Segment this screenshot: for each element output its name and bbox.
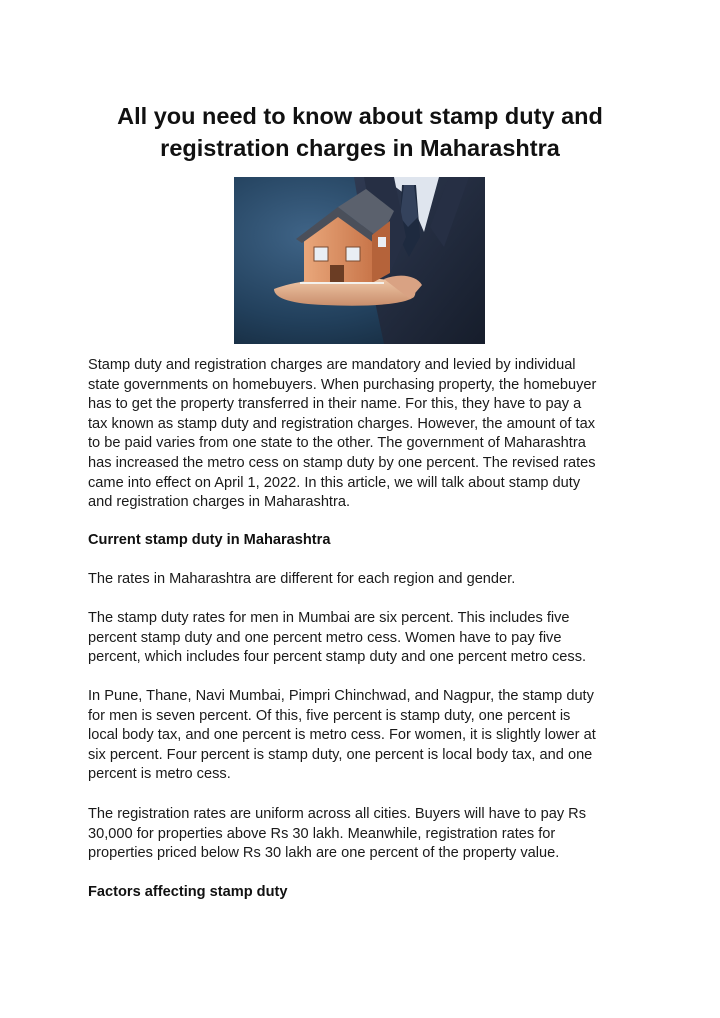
text-line: has to get the property transferred in their name. For this, they have to pay a bbox=[88, 396, 582, 413]
mumbai-paragraph bbox=[88, 609, 648, 668]
text-line: The stamp duty rates for men in Mumbai are six percent. This includes five bbox=[88, 610, 570, 626]
text-line: In Pune, Thane, Navi Mumbai, Pimpri Chinchwad, and Nagpur, the stamp duty bbox=[88, 688, 594, 704]
title-line: All you need to know about stamp duty and bbox=[117, 103, 603, 129]
text-line: local body tax, and one percent is metro cess. For women, it is slightly lower at bbox=[88, 727, 596, 744]
section-heading-factors: Factors affecting stamp duty bbox=[88, 884, 288, 900]
rates-intro-paragraph bbox=[88, 570, 648, 590]
text-line: came into effect on April 1, 2022. In this article, we will talk about stamp duty bbox=[88, 474, 581, 491]
text-line: percent is metro cess. bbox=[88, 766, 231, 783]
text-line: percent stamp duty and one percent metro cess. Women have to pay five bbox=[88, 629, 562, 646]
title-line: registration charges in Maharashtra bbox=[160, 135, 560, 161]
text-line: 30,000 for properties above Rs 30 lakh. Meanwhile, registration rates for bbox=[88, 825, 556, 842]
registration-paragraph bbox=[88, 805, 648, 864]
text-line: The rates in Maharashtra are different for each region and gender. bbox=[88, 571, 516, 587]
text-line: for men is seven percent. Of this, five percent is stamp duty, one percent is bbox=[88, 707, 571, 724]
text-line: percent, which includes four percent stamp duty and one percent metro cess. bbox=[88, 649, 587, 666]
text-line: six percent. Four percent is stamp duty, one percent is local body tax, and one bbox=[88, 746, 593, 763]
text-line: to be paid varies from one state to the other. The government of Maharashtra bbox=[88, 435, 586, 452]
intro-paragraph bbox=[88, 356, 648, 513]
page-title bbox=[60, 100, 660, 164]
hero-image bbox=[234, 177, 485, 344]
text-line: and registration charges in Maharashtra. bbox=[88, 494, 351, 511]
text-line: The registration rates are uniform across all cities. Buyers will have to pay Rs bbox=[88, 806, 587, 822]
text-line: state governments on homebuyers. When purchasing property, the homebuyer bbox=[88, 376, 597, 393]
text-line: tax known as stamp duty and registration charges. However, the amount of tax bbox=[88, 415, 595, 432]
text-line: properties priced below Rs 30 lakh are one percent of the property value. bbox=[88, 845, 560, 862]
text-line: Stamp duty and registration charges are mandatory and levied by individual bbox=[88, 357, 576, 373]
text-line: has increased the metro cess on stamp duty by one percent. The revised rates bbox=[88, 454, 596, 471]
pune-paragraph bbox=[88, 687, 648, 785]
section-heading-current: Current stamp duty in Maharashtra bbox=[88, 532, 331, 548]
